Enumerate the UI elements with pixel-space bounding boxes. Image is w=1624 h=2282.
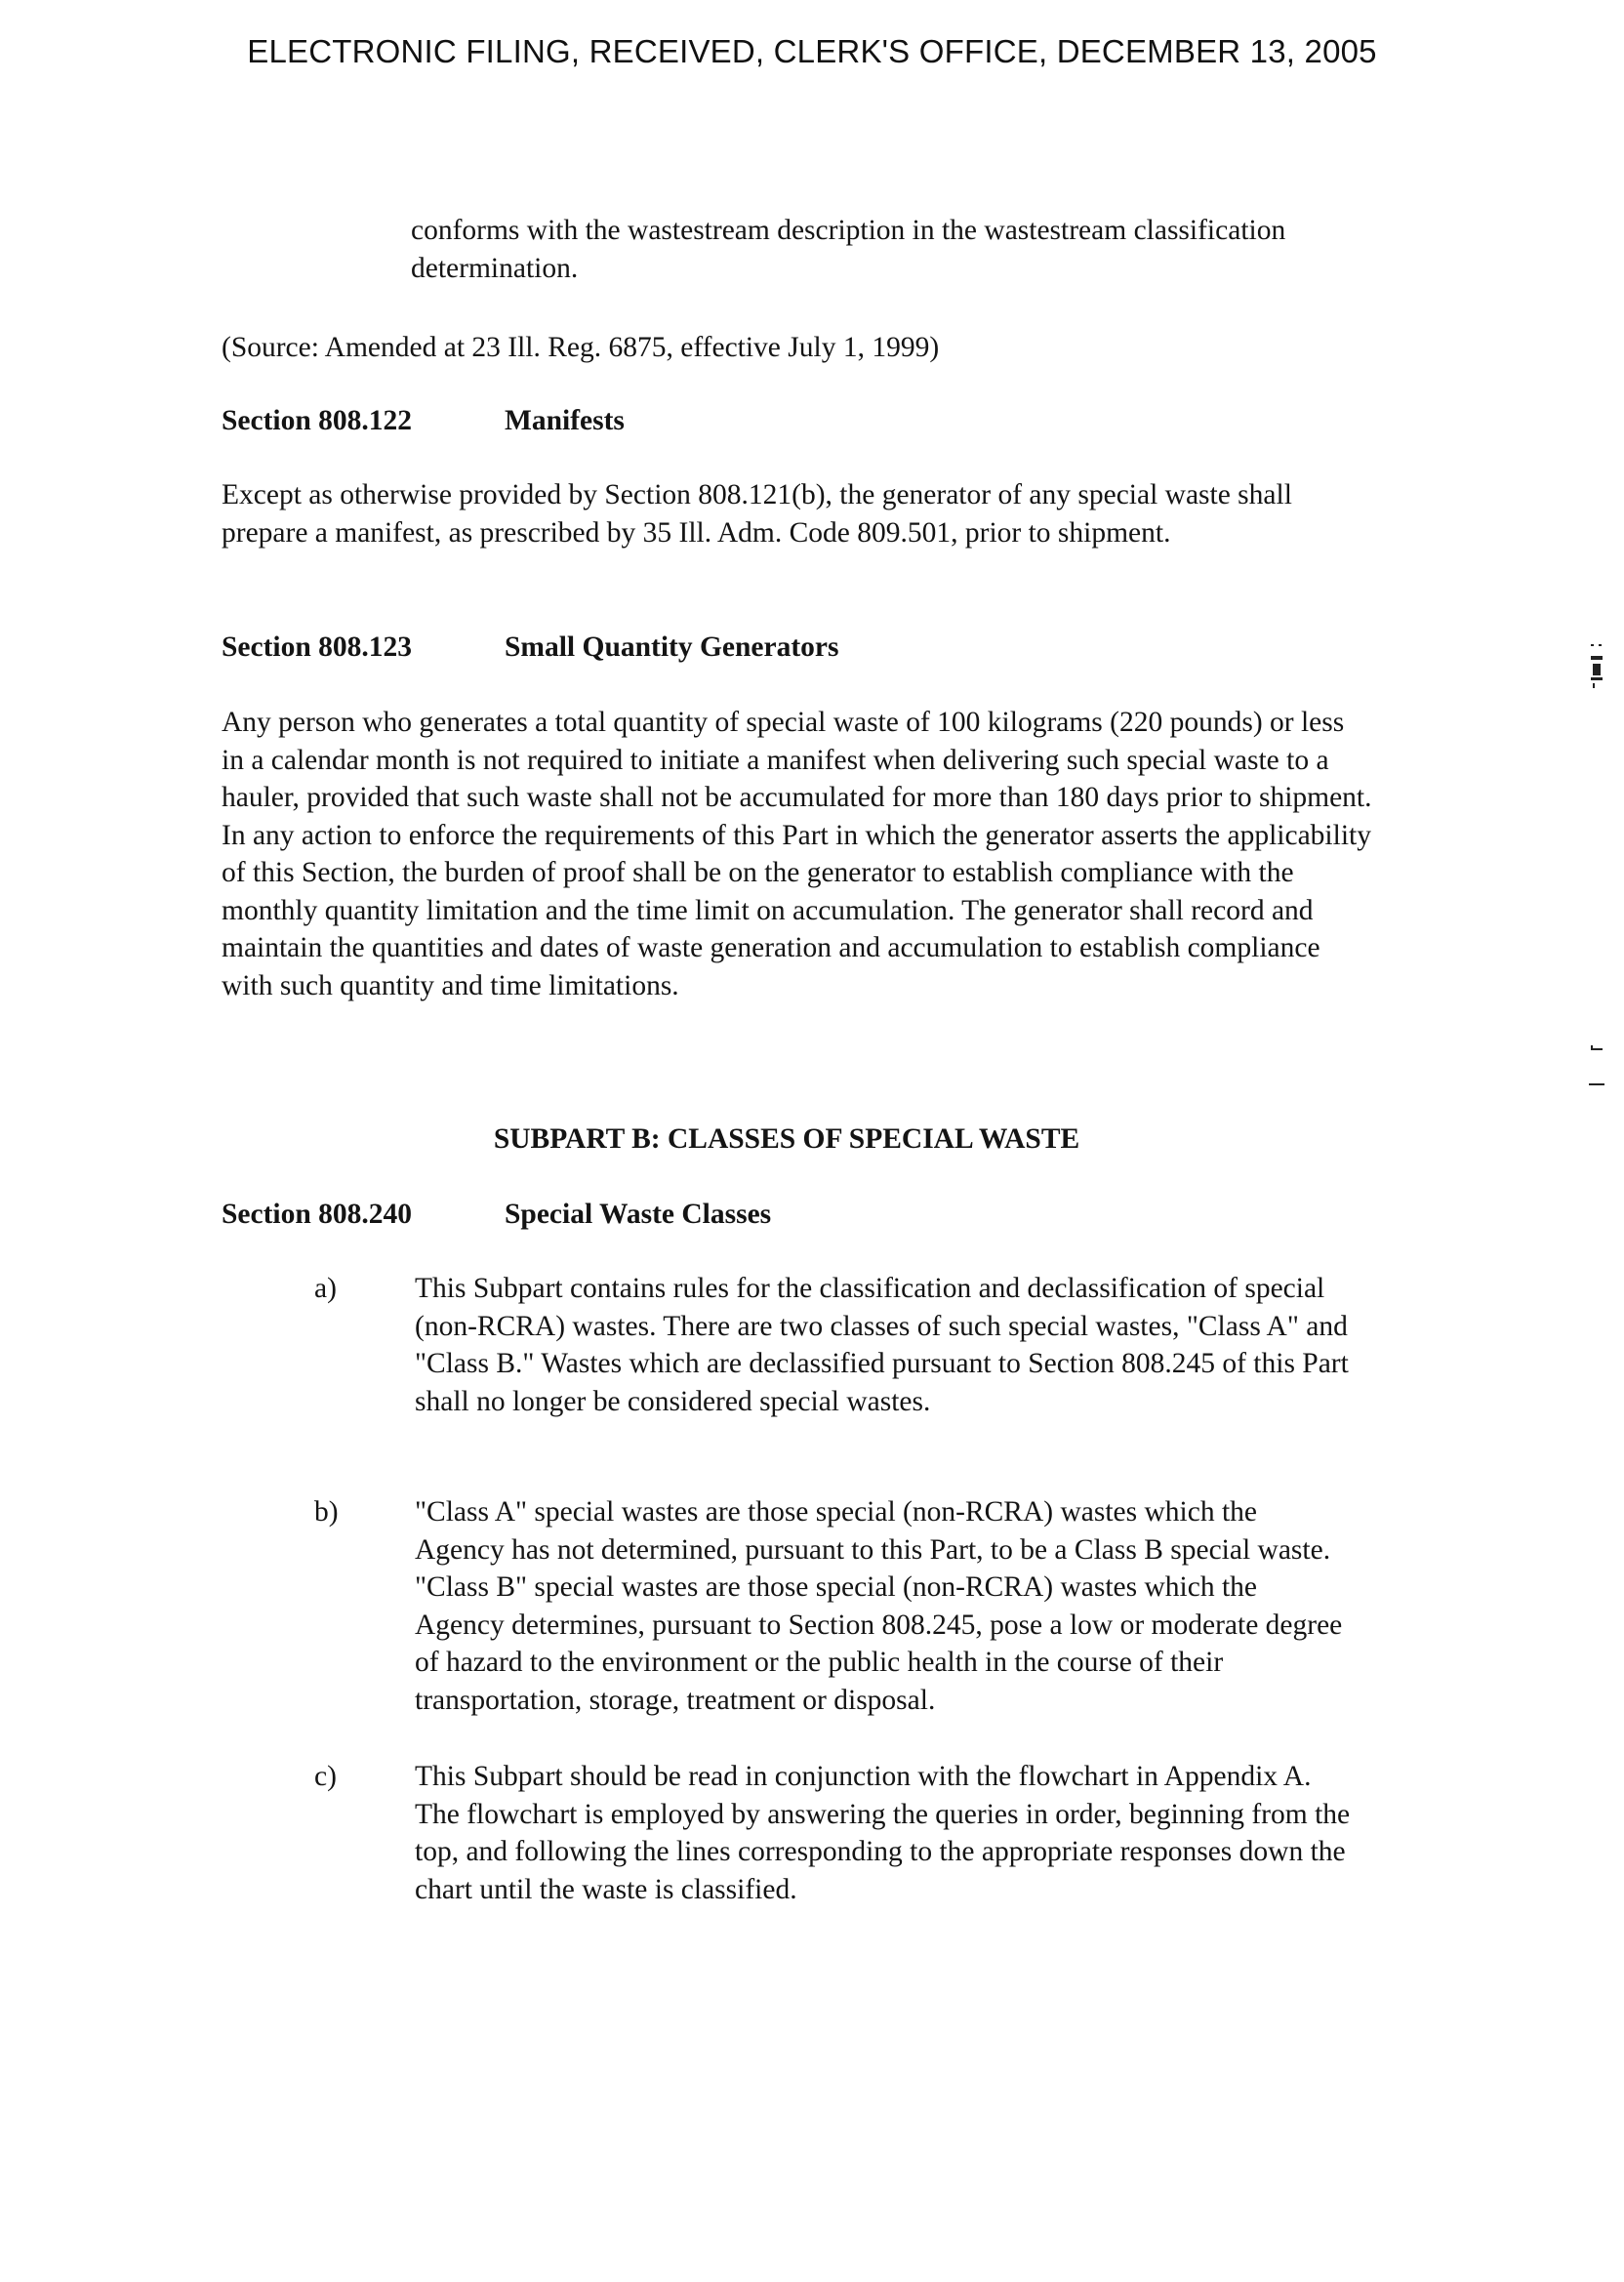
scan-artifact-mark xyxy=(1591,677,1603,680)
section-title: Special Waste Classes xyxy=(505,1199,772,1230)
section-808-123-heading xyxy=(222,629,1393,667)
list-item-text: This Subpart contains rules for the classification and declassification of special (non-RCRA) wastes. There are two classes of such special wastes, "Class A" and "Class B." Wastes which are declassified pursuant to Section 808.245 of this Part shall no longer be considered special wastes. xyxy=(415,1273,1349,1417)
list-item-marker: b) xyxy=(314,1496,339,1528)
scan-artifact-mark xyxy=(1591,1048,1603,1050)
source-note: (Source: Amended at 23 Ill. Reg. 6875, effective July 1, 1999) xyxy=(222,332,940,363)
section-808-240-heading xyxy=(222,1196,1393,1234)
list-item-marker: c) xyxy=(314,1761,337,1792)
section-title: Small Quantity Generators xyxy=(505,632,839,663)
subpart-b-heading: SUBPART B: CLASSES OF SPECIAL WASTE xyxy=(493,1123,1080,1155)
section-808-123-body: Any person who generates a total quantity of special waste of 100 kilograms (220 pounds) or less in a calendar month is not required to initiate a manifest when delivering such special waste to a hauler, provided that such waste shall not be accumulated for more than 180 days prior to shipment. In any action to enforce the requirements of this Part in which the generator asserts the applicability of this Section, the burden of proof shall be on the generator to establish compliance with the monthly quantity limitation and the time limit on accumulation. The generator shall record and maintain the quantities and dates of waste generation and accumulation to establish compliance with such quantity and time limitations. xyxy=(222,707,1372,1001)
scan-artifact-mark xyxy=(1593,664,1601,675)
section-number: Section 808.122 xyxy=(222,405,413,436)
section-title: Manifests xyxy=(505,405,625,436)
scan-artifact-mark xyxy=(1589,1083,1604,1085)
section-number: Section 808.123 xyxy=(222,632,413,663)
list-item-text: This Subpart should be read in conjunction with the flowchart in Appendix A. The flowchart is employed by answering the queries in order, beginning from the top, and following the lines corresponding to the appropriate responses down the chart until the waste is classified. xyxy=(415,1761,1351,1905)
section-808-122-body: Except as otherwise provided by Section 808.121(b), the generator of any special waste shall prepare a manifest, as prescribed by 35 Ill. Adm. Code 809.501, prior to shipment. xyxy=(222,479,1292,549)
filing-stamp-header: ELECTRONIC FILING, RECEIVED, CLERK'S OFFICE, DECEMBER 13, 2005 xyxy=(247,33,1377,69)
scan-artifact-mark xyxy=(1599,644,1602,646)
list-item-text: "Class A" special wastes are those special (non-RCRA) wastes which the Agency has not determined, pursuant to this Part, to be a Class B special waste. "Class B" special wastes are those special (non-RCRA) wastes which the Agency determines, pursuant to Section 808.245, pose a low or moderate degree of hazard to the environment or the public health in the course of their transportation, storage, treatment or disposal. xyxy=(415,1496,1343,1716)
section-808-122-heading xyxy=(222,402,1393,440)
scan-artifact-mark xyxy=(1593,683,1595,688)
section-number: Section 808.240 xyxy=(222,1199,413,1230)
continuation-paragraph: conforms with the wastestream description in the wastestream classification determination. xyxy=(411,215,1286,284)
list-item-marker: a) xyxy=(314,1273,337,1304)
scan-artifact-mark xyxy=(1591,644,1594,646)
scan-artifact-mark xyxy=(1591,656,1603,660)
